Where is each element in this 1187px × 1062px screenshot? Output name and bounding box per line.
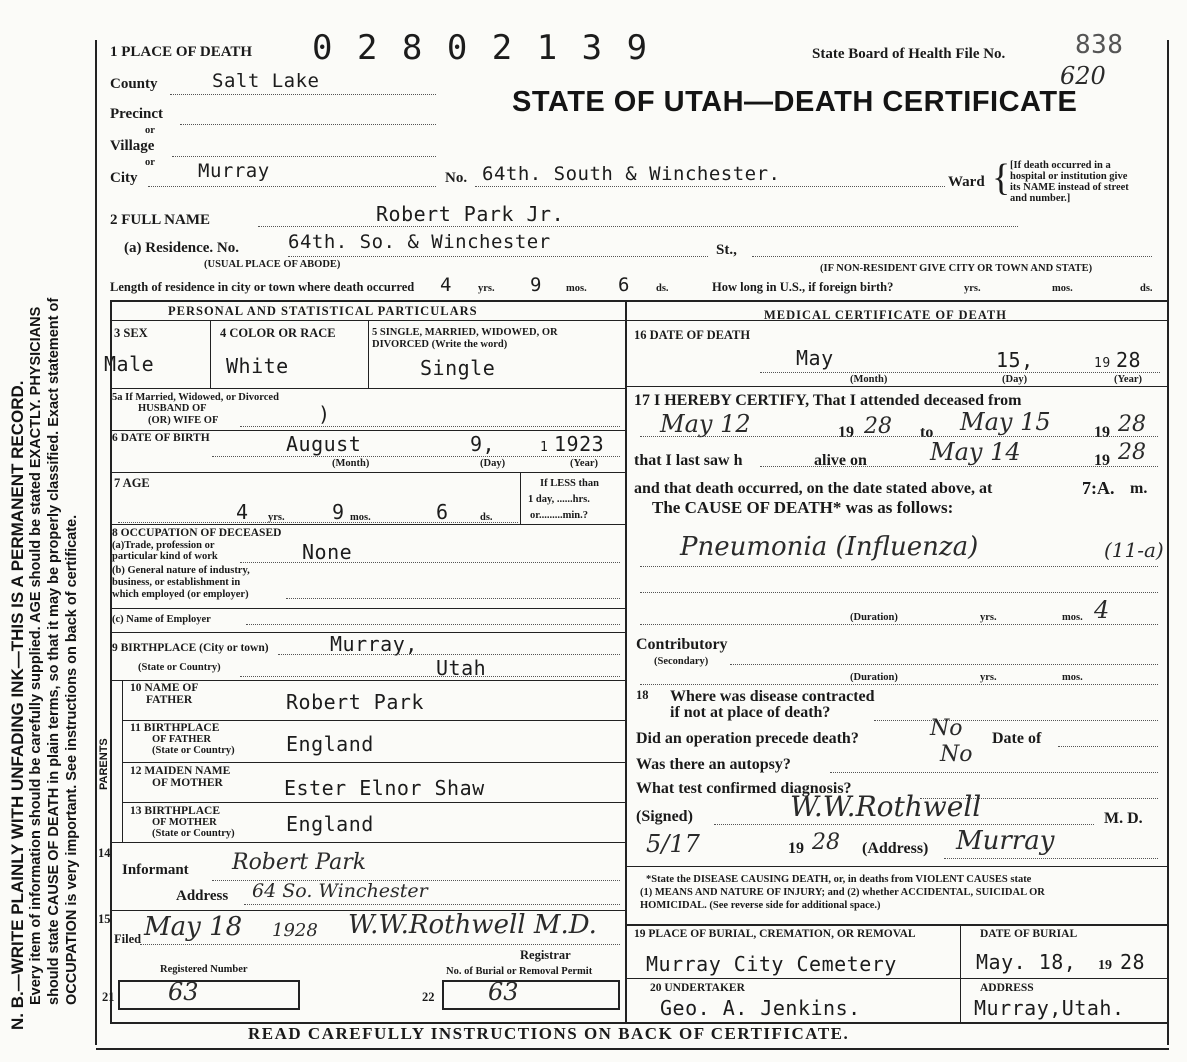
death-month-value: May	[796, 346, 834, 370]
reg-number-num: 21	[102, 990, 115, 1004]
age-label: 7 AGE	[114, 476, 150, 490]
street-no-value: 64th. South & Winchester.	[482, 163, 781, 185]
occupation-value: None	[302, 540, 353, 564]
mother-bp-label-3: (State or Country)	[152, 828, 235, 839]
burial-divider	[960, 924, 961, 1022]
burial-permit-num: 22	[422, 990, 435, 1004]
parents-divider	[122, 680, 123, 842]
certificate-title: STATE OF UTAH—DEATH CERTIFICATE	[512, 86, 1078, 118]
row-line-9	[122, 762, 625, 763]
or-2: or	[145, 157, 155, 168]
father-bp-label-2: OF FATHER	[152, 734, 212, 745]
filed-year: 1928	[272, 920, 318, 941]
autopsy-value: No	[940, 742, 973, 767]
physician-signature: W.W.Rothwell	[790, 790, 982, 823]
birth-line	[212, 456, 620, 457]
signed-line	[714, 824, 1094, 825]
section-top-line	[110, 300, 1167, 302]
informant-address-value: 64 So. Winchester	[252, 880, 428, 902]
right-row-line-4	[625, 978, 1167, 979]
mother-bp-label-2: OF MOTHER	[152, 817, 217, 828]
operation-label: Did an operation precede death?	[636, 730, 859, 747]
mother-bp-label-1: 13 BIRTHPLACE	[130, 805, 221, 817]
file-no-handwritten: 620	[1060, 62, 1106, 90]
ward-note-4: and number.]	[1010, 193, 1071, 204]
from-year-prefix: 19	[838, 424, 854, 441]
duration-yrs-2: yrs.	[980, 672, 997, 683]
death-date-line	[760, 372, 1160, 373]
sex-divider	[210, 320, 211, 388]
occupation-label: 8 OCCUPATION OF DECEASED	[112, 527, 282, 539]
reg-number-box	[118, 980, 300, 1010]
ward-note-1: [If death occurred in a	[1010, 160, 1111, 171]
county-label: County	[110, 76, 158, 92]
age-yrs-value: 4	[236, 500, 249, 524]
father-name-label-1: 10 NAME OF	[130, 682, 199, 694]
mother-name-value: Ester Elnor Shaw	[284, 776, 485, 800]
marital-value: Single	[420, 356, 496, 380]
birth-month-value: August	[286, 432, 362, 456]
mother-name-label-2: OF MOTHER	[152, 777, 223, 789]
right-row-line-1	[625, 386, 1167, 387]
footnote-3: HOMICIDAL. (See reverse side for additional space.)	[640, 900, 881, 911]
employer-line	[246, 624, 620, 625]
alive-year-prefix: 19	[1094, 452, 1110, 469]
birthplace-city: Murray,	[330, 632, 418, 656]
burial-date-value: May. 18,	[976, 950, 1077, 974]
footer-instructions: READ CAREFULLY INSTRUCTIONS ON BACK OF CERTIFICATE.	[248, 1024, 850, 1043]
father-name-label-2: FATHER	[146, 694, 193, 706]
street-line	[475, 186, 945, 187]
row-line-1	[110, 388, 625, 389]
contributory-label: Contributory	[636, 636, 728, 653]
death-occurred-text: and that death occurred, on the date stated above, at	[634, 480, 993, 497]
file-no-label: State Board of Health File No.	[812, 46, 1006, 62]
contracted-field-line	[874, 720, 1158, 721]
how-long-us-label: How long in U.S., if foreign birth?	[712, 280, 894, 294]
operation-date-line	[1058, 746, 1158, 747]
burial-year-prefix: 19	[1098, 958, 1112, 973]
age-mos-value: 9	[332, 500, 345, 524]
burial-place-label: 19 PLACE OF BURIAL, CREMATION, OR REMOVAL	[634, 928, 916, 940]
occupation-line	[240, 562, 620, 563]
informant-number: 14	[98, 846, 111, 860]
undertaker-value: Geo. A. Jenkins.	[660, 996, 861, 1020]
operation-value: No	[930, 716, 963, 741]
secondary-label: (Secondary)	[654, 656, 709, 667]
autopsy-label: Was there an autopsy?	[636, 756, 791, 773]
spouse-label-2: HUSBAND OF	[138, 403, 207, 414]
death-year-value: 28	[1116, 348, 1142, 372]
state-country-label: (State or Country)	[138, 662, 221, 673]
operation-date-label: Date of	[992, 730, 1042, 747]
cause-heading: The CAUSE OF DEATH* was as follows:	[652, 498, 954, 517]
informant-address-label: Address	[176, 888, 229, 904]
ward-note-2: hospital or institution give	[1010, 171, 1128, 182]
signed-year: 28	[812, 830, 840, 855]
to-label: to	[920, 424, 934, 441]
city-value: Murray	[198, 160, 270, 182]
us-yrs-label: yrs.	[964, 283, 981, 294]
marital-label-1: 5 SINGLE, MARRIED, WIDOWED, OR	[372, 327, 558, 338]
non-resident-caption: (IF NON-RESIDENT GIVE CITY OR TOWN AND STATE)	[820, 263, 1093, 274]
right-row-line-3	[625, 924, 1167, 926]
test-label: What test confirmed diagnosis?	[636, 780, 852, 797]
reg-number-label: Registered Number	[160, 964, 248, 975]
age-ds-value: 6	[436, 500, 449, 524]
birthplace-city-line	[278, 654, 620, 655]
birthplace-state-line	[240, 676, 620, 677]
duration-line-1	[640, 624, 1158, 625]
length-yrs-label: yrs.	[478, 283, 495, 294]
informant-label: Informant	[122, 862, 189, 878]
county-line	[170, 94, 436, 95]
contracted-number: 18	[636, 688, 649, 702]
row-line-11	[110, 842, 625, 843]
spouse-mark: )	[318, 402, 331, 426]
footer-line	[96, 1048, 1169, 1050]
city-line	[148, 186, 436, 187]
attended-from: May 12	[660, 410, 751, 438]
birth-date-label: 6 DATE OF BIRTH	[112, 432, 210, 444]
filed-label: Filed	[114, 932, 142, 946]
row-line-10	[122, 802, 625, 803]
cause-of-death-value: Pneumonia (Influenza)	[680, 532, 979, 562]
informant-value: Robert Park	[232, 850, 367, 875]
death-month-caption: (Month)	[850, 374, 888, 385]
reg-number-value: 63	[168, 978, 199, 1006]
birth-year-prefix: 1	[540, 440, 549, 455]
undertaker-address-value: Murray,Utah.	[974, 996, 1125, 1020]
medical-section-title: MEDICAL CERTIFICATE OF DEATH	[764, 308, 1007, 322]
row-line-3	[110, 472, 625, 473]
color-divider	[368, 320, 369, 388]
burial-year-value: 28	[1120, 950, 1146, 974]
undertaker-address-label: ADDRESS	[980, 982, 1034, 994]
death-day-value: 15,	[996, 348, 1034, 372]
father-bp-label-3: (State or Country)	[152, 745, 235, 756]
filed-number: 15	[98, 912, 111, 926]
footnote-2: (1) MEANS AND NATURE OF INJURY; and (2) whether ACCIDENTAL, SUICIDAL OR	[640, 887, 1045, 898]
usual-place-caption: (USUAL PLACE OF ABODE)	[204, 259, 341, 270]
physician-address-line	[944, 858, 1158, 859]
age-line	[118, 522, 518, 523]
right-row-line-2	[625, 866, 1167, 867]
duration-mos-2: mos.	[1062, 672, 1083, 683]
left-border	[95, 40, 97, 1045]
spouse-line	[240, 426, 620, 427]
attended-to: May 15	[960, 408, 1051, 436]
duration-line-2	[640, 684, 1158, 685]
burial-permit-value: 63	[488, 978, 519, 1006]
or-1: or	[145, 125, 155, 136]
age-ds-label: ds.	[480, 512, 493, 523]
us-mos-label: mos.	[1052, 283, 1073, 294]
spouse-label-1: 5a If Married, Widowed, or Divorced	[112, 392, 279, 403]
burial-permit-box	[442, 980, 620, 1010]
birth-day-value: 9,	[470, 432, 496, 456]
sex-label: 3 SEX	[114, 326, 148, 340]
duration-mos-value: 4	[1094, 596, 1110, 624]
full-name-label: 2 FULL NAME	[110, 212, 211, 228]
birth-year-caption: (Year)	[570, 458, 598, 469]
length-yrs-value: 4	[440, 274, 452, 296]
occupation-b-2: business, or establishment in	[112, 577, 241, 588]
last-saw-text: that I last saw h	[634, 452, 743, 469]
length-ds-label: ds.	[656, 283, 669, 294]
row-line-7	[110, 680, 625, 681]
length-mos-value: 9	[530, 274, 542, 296]
signed-year-prefix: 19	[788, 840, 804, 857]
occupation-a-1: (a)Trade, profession or	[112, 540, 215, 551]
father-bp-value: England	[286, 732, 374, 756]
occupation-note: OCCUPATION is very important. See instructions on back of certificate.	[64, 514, 80, 1005]
village-label: Village	[110, 138, 155, 154]
death-time-suffix: m.	[1130, 480, 1148, 497]
age-mos-label: mos.	[350, 512, 371, 523]
information-note: Every item of information should be carefully supplied. AGE should be stated EXACTLY. PHYSICIANS	[28, 306, 44, 1005]
file-no-value: 838	[1075, 30, 1124, 60]
certificate-number: 0 2 8 0 2 1 3 9	[312, 28, 650, 68]
color-label: 4 COLOR OR RACE	[220, 326, 336, 340]
residence-label: (a) Residence. No.	[124, 240, 239, 256]
alive-line	[760, 466, 1158, 467]
length-residence-label: Length of residence in city or town where death occurred	[110, 280, 415, 294]
cause-note: should state CAUSE OF DEATH in plain terms, so that it may be properly classified. Exact statement of	[46, 297, 62, 1005]
burial-date-label: DATE OF BURIAL	[980, 928, 1078, 940]
informant-address-line	[244, 904, 620, 905]
death-year-caption: (Year)	[1114, 374, 1142, 385]
street-no-label: No.	[445, 170, 468, 186]
city-label: City	[110, 170, 138, 186]
to-year-prefix: 19	[1094, 424, 1110, 441]
filed-line	[140, 944, 620, 945]
row-line-4	[110, 524, 625, 525]
father-name-value: Robert Park	[286, 690, 424, 714]
burial-permit-label: No. of Burial or Removal Permit	[446, 966, 593, 977]
mother-bp-value: England	[286, 812, 374, 836]
full-name-value: Robert Park Jr.	[376, 202, 565, 226]
ward-brace: {	[992, 157, 1011, 199]
place-of-death-label: 1 PLACE OF DEATH	[110, 44, 253, 60]
signed-date: 5/17	[646, 830, 700, 858]
contracted-line-1: Where was disease contracted	[670, 688, 875, 705]
occupation-b-1: (b) General nature of industry,	[112, 565, 250, 576]
spouse-label-3: (OR) WIFE OF	[148, 415, 219, 426]
st-label: St.,	[716, 242, 737, 258]
county-value: Salt Lake	[212, 70, 320, 92]
contracted-line-2: if not at place of death?	[670, 704, 831, 721]
residence-value: 64th. So. & Winchester	[288, 231, 551, 253]
residence-line	[288, 256, 708, 257]
row-line-2	[110, 430, 625, 431]
birthplace-state: Utah	[436, 656, 487, 680]
undertaker-label: 20 UNDERTAKER	[650, 982, 745, 994]
to-year: 28	[1118, 412, 1146, 437]
duration-label-2: (Duration)	[850, 672, 898, 683]
precinct-line	[180, 124, 436, 125]
cause-code: (11-a)	[1104, 538, 1164, 562]
if-less-3: or.........min.?	[530, 510, 588, 521]
full-name-line	[258, 226, 1018, 227]
autopsy-line	[830, 772, 1158, 773]
parents-label: PARENTS	[98, 738, 110, 790]
mother-name-label-1: 12 MAIDEN NAME	[130, 765, 231, 777]
if-less-1: If LESS than	[540, 478, 599, 489]
death-year-prefix: 19	[1094, 356, 1111, 371]
section-title-line	[110, 320, 1167, 321]
center-divider	[625, 300, 627, 1022]
age-yrs-label: yrs.	[268, 512, 285, 523]
if-less-2: 1 day, ......hrs.	[528, 494, 590, 505]
length-ds-value: 6	[618, 274, 630, 296]
registrar-signature: W.W.Rothwell M.D.	[348, 910, 597, 940]
duration-label-1: (Duration)	[850, 612, 898, 623]
personal-section-title: PERSONAL AND STATISTICAL PARTICULARS	[168, 304, 478, 318]
precinct-label: Precinct	[110, 106, 164, 122]
father-bp-label-1: 11 BIRTHPLACE	[130, 722, 220, 734]
age-divider	[520, 472, 521, 524]
physician-address-label: (Address)	[862, 840, 929, 857]
attended-line	[640, 436, 1158, 437]
duration-yrs-1: yrs.	[980, 612, 997, 623]
signed-label: (Signed)	[636, 808, 693, 825]
burial-place-value: Murray City Cemetery	[646, 952, 897, 976]
village-line	[172, 156, 436, 157]
death-date-label: 16 DATE OF DEATH	[634, 328, 751, 342]
footnote-1: *State the DISEASE CAUSING DEATH, or, in deaths from VIOLENT CAUSES state	[646, 874, 1032, 885]
marital-label-2: DIVORCED (Write the word)	[372, 339, 508, 350]
city-state-line	[752, 256, 1152, 257]
md-label: M. D.	[1104, 810, 1143, 827]
physician-address-value: Murray	[956, 826, 1055, 856]
cause-line-1	[640, 566, 1158, 567]
contributory-line	[730, 664, 1158, 665]
alive-on-text: alive on	[814, 452, 867, 469]
filed-value: May 18	[144, 912, 243, 942]
certify-text: 17 I HEREBY CERTIFY, That I attended deceased from	[634, 392, 1022, 409]
occupation-b-3: which employed (or employer)	[112, 589, 249, 600]
birth-day-caption: (Day)	[480, 458, 506, 469]
birth-month-caption: (Month)	[332, 458, 370, 469]
birthplace-label: 9 BIRTHPLACE (City or town)	[112, 642, 269, 654]
occupation-a-2: particular kind of work	[112, 551, 218, 562]
ward-label: Ward	[948, 174, 985, 190]
us-ds-label: ds.	[1140, 283, 1153, 294]
industry-line	[286, 598, 620, 599]
birth-year-value: 1923	[554, 432, 605, 456]
right-border	[1167, 40, 1169, 1045]
row-line-8	[122, 720, 625, 721]
sex-value: Male	[104, 352, 155, 376]
employer-label: (c) Name of Employer	[112, 614, 211, 625]
duration-mos-1: mos.	[1062, 612, 1083, 623]
death-time: 7:A.	[1082, 478, 1115, 498]
permanent-record-note: N. B.—WRITE PLAINLY WITH UNFADING INK—THIS IS A PERMANENT RECORD.	[8, 380, 27, 1030]
ward-note-3: its NAME instead of street	[1010, 182, 1129, 193]
alive-date: May 14	[930, 438, 1021, 466]
cause-line-2	[640, 592, 1158, 593]
from-year: 28	[864, 414, 892, 439]
registrar-label: Registrar	[520, 948, 571, 962]
death-day-caption: (Day)	[1002, 374, 1028, 385]
length-mos-label: mos.	[566, 283, 587, 294]
row-line-5	[110, 608, 625, 609]
color-value: White	[226, 354, 289, 378]
alive-year: 28	[1118, 440, 1146, 465]
